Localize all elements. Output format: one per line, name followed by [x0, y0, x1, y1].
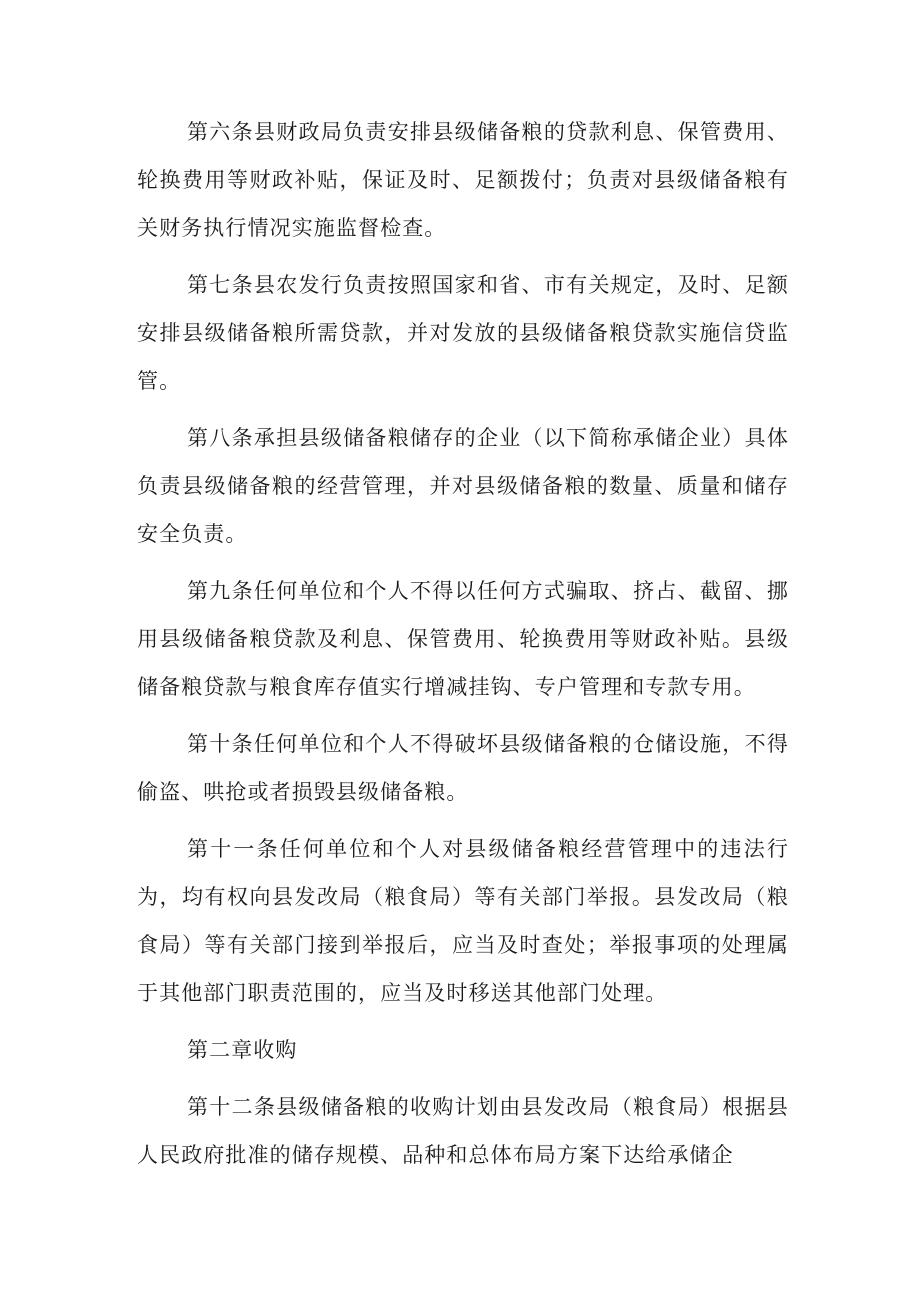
- article-8-paragraph: 第八条承担县级储备粮储存的企业（以下简称承储企业）具体负责县级储备粮的经营管理，并对县级储备粮的数量、质量和储存安全负责。: [137, 426, 789, 546]
- article-10-paragraph: 第十条任何单位和个人不得破坏县级储备粮的仓储设施，不得偷盗、哄抢或者损毁县级储备粮。: [137, 732, 789, 804]
- article-7-paragraph: 第七条县农发行负责按照国家和省、市有关规定，及时、足额安排县级储备粮所需贷款，并对发放的县级储备粮贷款实施信贷监管。: [137, 273, 789, 393]
- chapter-2-heading: 第二章收购: [187, 1038, 298, 1062]
- document-body: [137, 108, 789, 1188]
- article-9-paragraph: 第九条任何单位和个人不得以任何方式骗取、挤占、截留、挪用县级储备粮贷款及利息、保管费用、轮换费用等财政补贴。县级储备粮贷款与粮食库存值实行增减挂钩、专户管理和专款专用。: [137, 579, 789, 699]
- article-6-paragraph: 第六条县财政局负责安排县级储备粮的贷款利息、保管费用、轮换费用等财政补贴，保证及时、足额拨付；负责对县级储备粮有关财务执行情况实施监督检查。: [137, 120, 789, 240]
- article-11-paragraph: 第十一条任何单位和个人对县级储备粮经营管理中的违法行为，均有权向县发改局（粮食局）等有关部门举报。县发改局（粮食局）等有关部门接到举报后，应当及时查处；举报事项的处理属于其他部门职责范围的，应当及时移送其他部门处理。: [137, 837, 789, 1005]
- article-12-paragraph: 第十二条县级储备粮的收购计划由县发改局（粮食局）根据县人民政府批准的储存规模、品种和总体布局方案下达给承储企: [137, 1095, 789, 1167]
